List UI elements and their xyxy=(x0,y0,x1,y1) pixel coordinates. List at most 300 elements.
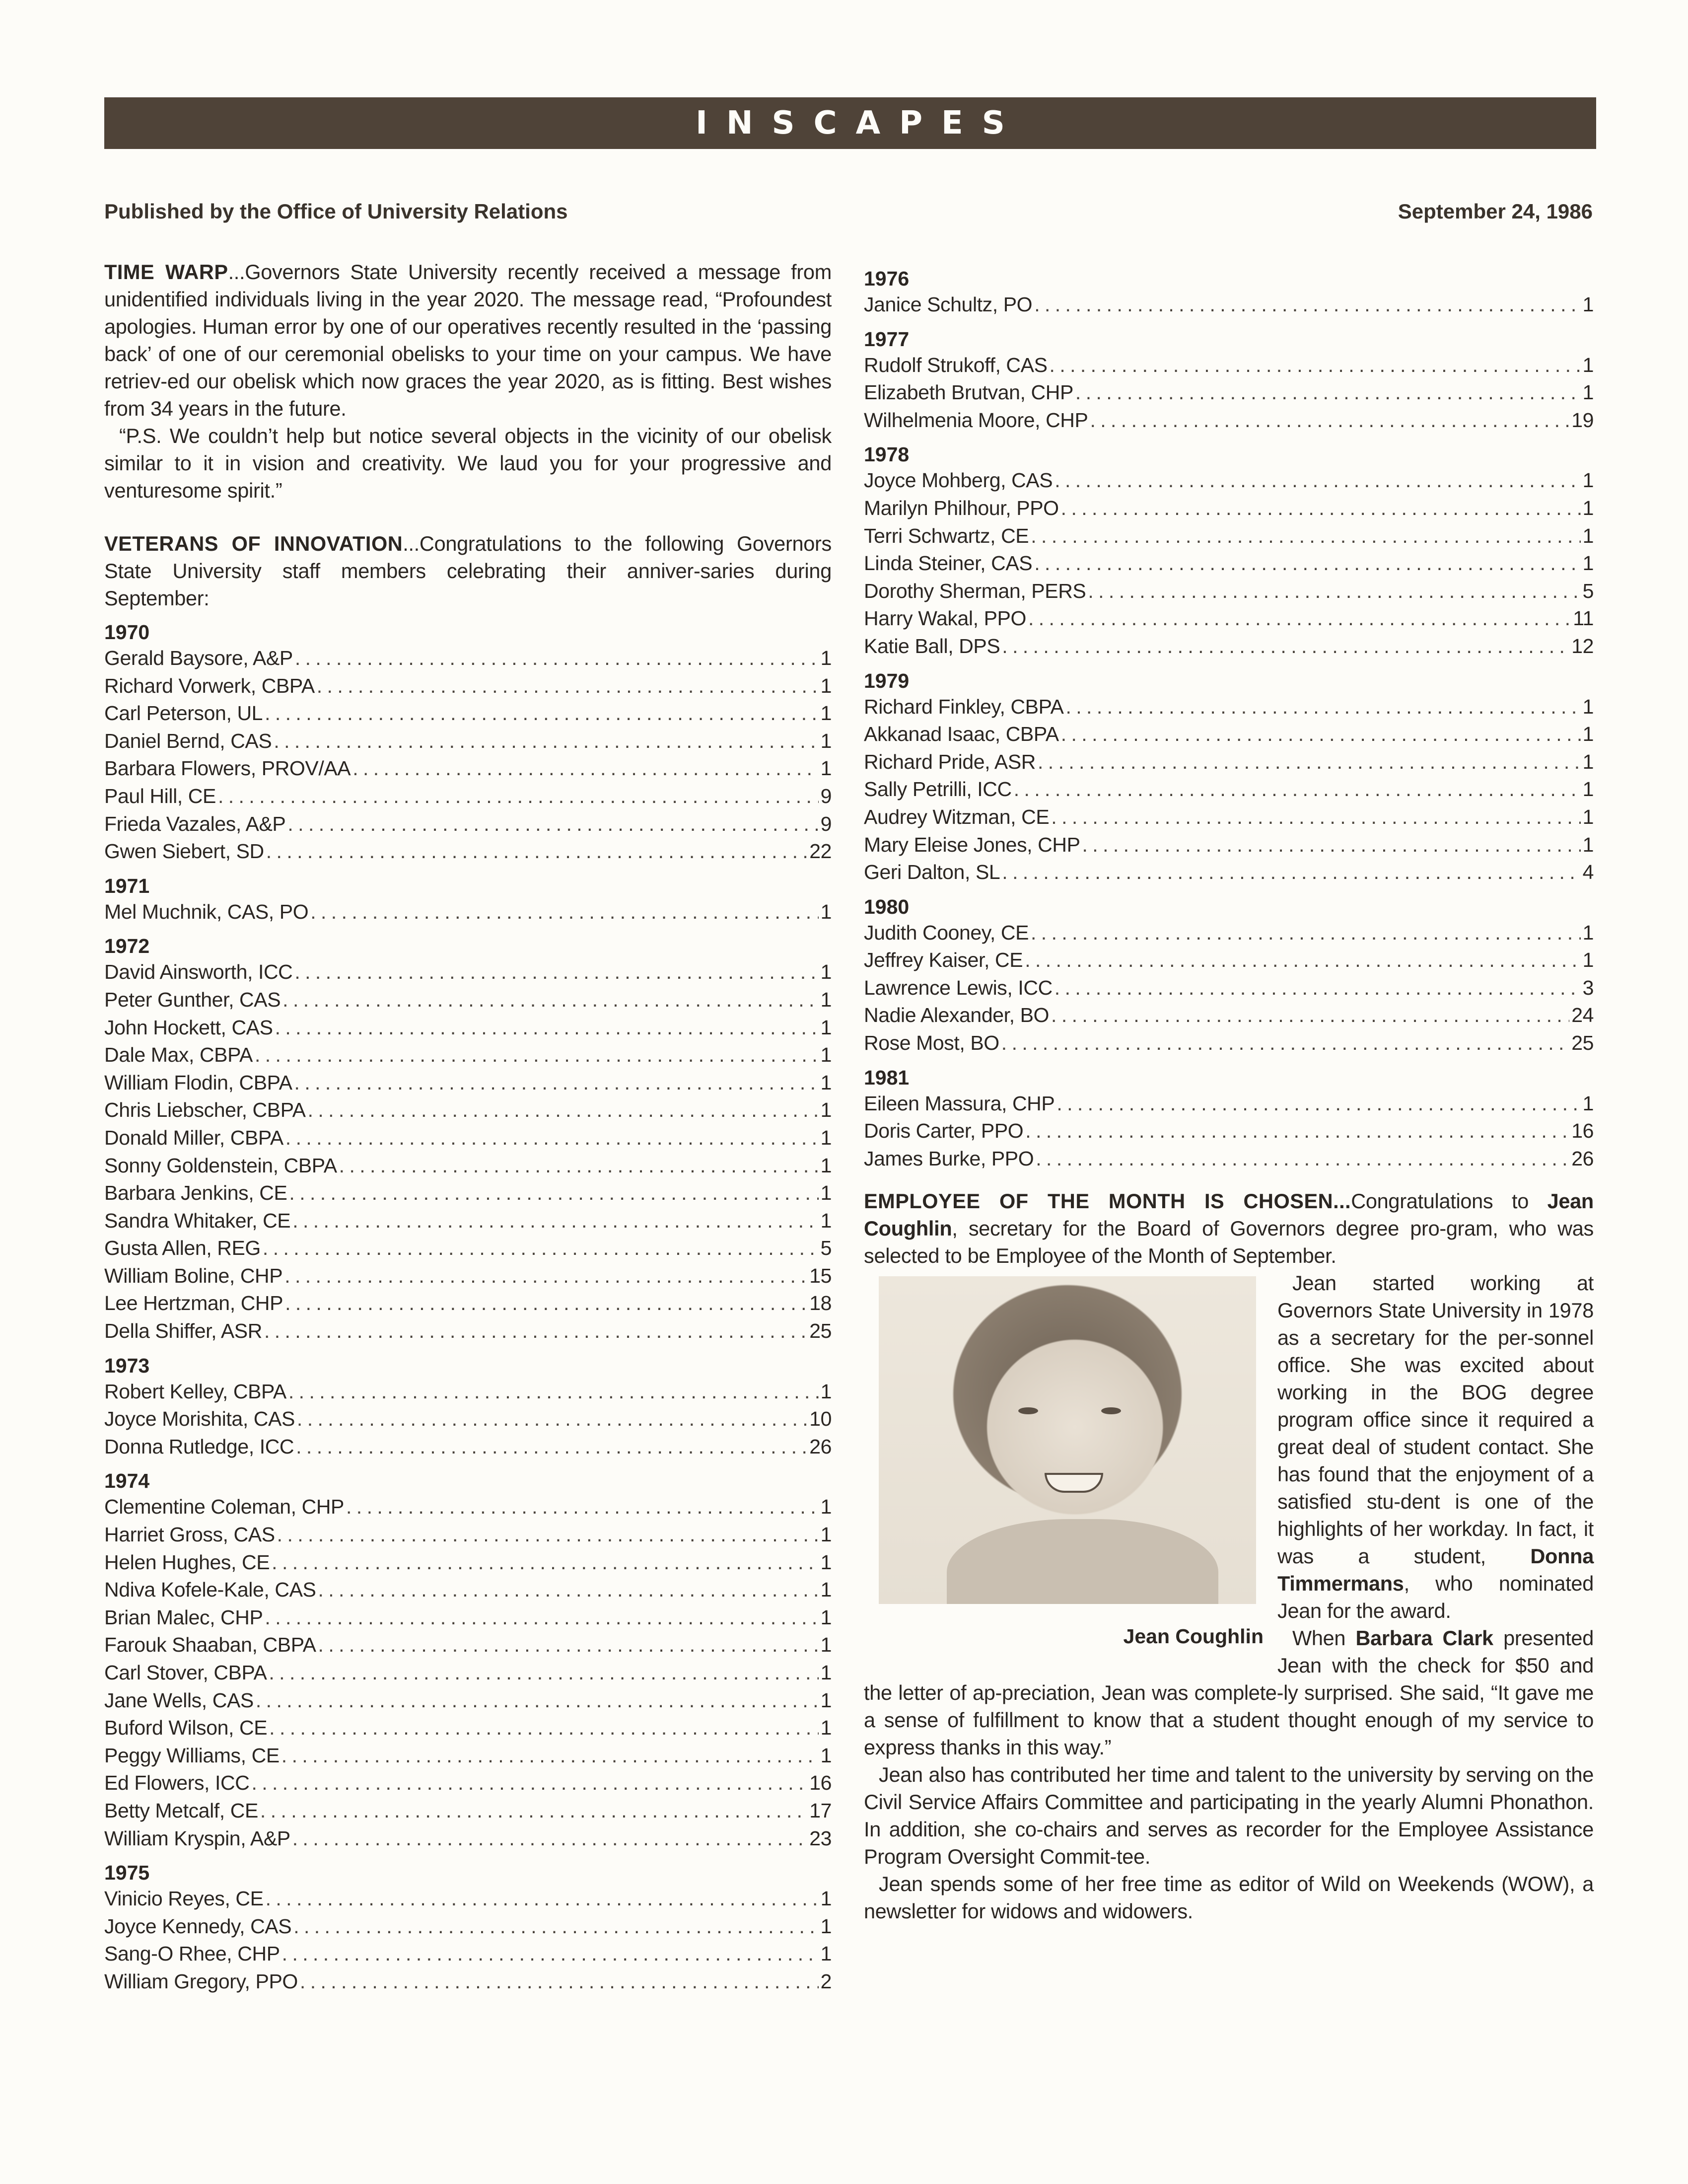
anniversary-day: 10 xyxy=(809,1407,832,1431)
anniversary-entry xyxy=(104,1742,832,1770)
anniversary-entry xyxy=(104,1433,832,1461)
anniversary-entry xyxy=(104,810,832,838)
anniversary-day: 1 xyxy=(820,1016,832,1039)
year-heading: 1981 xyxy=(864,1066,910,1089)
dot-leader xyxy=(275,1014,819,1042)
staff-name: Carl Peterson, UL xyxy=(104,702,263,725)
staff-name: Lawrence Lewis, ICC xyxy=(864,976,1053,999)
anniversary-day: 1 xyxy=(820,1209,832,1232)
staff-name: William Gregory, PPO xyxy=(104,1969,298,1993)
anniversary-entry xyxy=(104,1687,832,1715)
anniversary-day: 16 xyxy=(809,1771,832,1795)
anniversary-entry xyxy=(104,1769,832,1797)
dot-leader xyxy=(1002,859,1580,886)
publisher-line: Published by the Office of University Relations xyxy=(104,200,568,223)
dot-leader xyxy=(265,700,819,728)
dot-leader xyxy=(1065,693,1580,721)
honoree-photo xyxy=(879,1276,1256,1604)
staff-name: Marilyn Philhour, PPO xyxy=(864,496,1059,519)
masthead xyxy=(104,97,1596,149)
anniversary-entry xyxy=(864,1090,1594,1118)
dot-leader xyxy=(292,1207,818,1235)
anniversary-entry xyxy=(104,1940,832,1968)
anniversary-entry xyxy=(864,721,1594,748)
dot-leader xyxy=(318,1631,819,1659)
staff-name: Clementine Coleman, CHP xyxy=(104,1495,345,1519)
anniversary-day: 1 xyxy=(820,702,832,725)
anniversary-entry xyxy=(864,407,1594,435)
staff-name: Sandra Whitaker, CE xyxy=(104,1209,291,1232)
dot-leader xyxy=(1014,776,1581,803)
dot-leader xyxy=(300,1968,819,1996)
anniversary-entry xyxy=(864,633,1594,660)
staff-name: William Kryspin, A&P xyxy=(104,1826,290,1850)
anniversary-entry xyxy=(864,776,1594,803)
time-warp-paragraph-2: “P.S. We couldn’t help but notice several objects in the vicinity of our obelisk similar to it in vision and creativity. We laud you for your progressive and venturesome spirit.” xyxy=(104,424,832,502)
staff-name: Jeffrey Kaiser, CE xyxy=(864,948,1023,972)
anniversary-entry xyxy=(864,467,1594,495)
anniversary-day: 1 xyxy=(820,1154,832,1177)
year-heading: 1972 xyxy=(104,935,150,958)
anniversary-day: 1 xyxy=(820,1098,832,1122)
staff-name: Sonny Goldenstein, CBPA xyxy=(104,1154,337,1177)
staff-name: Richard Vorwerk, CBPA xyxy=(104,674,315,697)
anniversary-entry xyxy=(104,1014,832,1042)
staff-name: Judith Cooney, CE xyxy=(864,921,1029,944)
anniversary-day: 1 xyxy=(1582,552,1594,575)
dot-leader xyxy=(265,1604,818,1632)
anniversary-entry xyxy=(104,1378,832,1406)
dot-leader xyxy=(310,898,818,926)
anniversary-entry xyxy=(104,1968,832,1996)
anniversary-entry xyxy=(864,352,1594,379)
dot-leader xyxy=(1075,379,1581,407)
dot-leader xyxy=(218,783,819,810)
anniversary-day: 1 xyxy=(1582,921,1594,944)
anniversary-day: 22 xyxy=(809,840,832,863)
year-heading: 1975 xyxy=(104,1861,150,1885)
anniversary-entry xyxy=(104,1096,832,1124)
dot-leader xyxy=(269,1714,818,1742)
anniversary-entry xyxy=(104,700,832,728)
dot-leader xyxy=(287,810,818,838)
staff-name: Rose Most, BO xyxy=(864,1031,999,1055)
anniversary-day: 5 xyxy=(820,1237,832,1260)
staff-name: Eileen Massura, CHP xyxy=(864,1092,1055,1115)
anniversary-entry xyxy=(104,1207,832,1235)
anniversary-entry xyxy=(864,693,1594,721)
dot-leader xyxy=(289,1179,818,1207)
dot-leader xyxy=(1028,605,1571,633)
staff-name: Terri Schwartz, CE xyxy=(864,524,1029,547)
anniversary-day: 1 xyxy=(820,1633,832,1657)
anniversary-day: 1 xyxy=(820,900,832,923)
staff-name: Mel Muchnik, CAS, PO xyxy=(104,900,309,923)
anniversary-day: 1 xyxy=(1582,293,1594,316)
anniversary-entry xyxy=(104,1262,832,1290)
dot-leader xyxy=(1082,831,1581,859)
issue-date: September 24, 1986 xyxy=(1398,200,1593,223)
anniversary-entry xyxy=(864,522,1594,550)
veterans-heading: VETERANS OF INNOVATION xyxy=(104,532,403,555)
photo-caption: Jean Coughlin xyxy=(1123,1625,1264,1648)
anniversary-entry xyxy=(104,1714,832,1742)
anniversary-day: 19 xyxy=(1571,408,1594,432)
dot-leader xyxy=(1031,522,1580,550)
anniversary-entry xyxy=(864,946,1594,974)
dot-leader xyxy=(1025,1117,1569,1145)
time-warp-heading: TIME WARP xyxy=(104,260,228,284)
anniversary-entry xyxy=(864,578,1594,605)
dot-leader xyxy=(1051,803,1580,831)
staff-name: Rudolf Strukoff, CAS xyxy=(864,353,1048,376)
anniversary-day: 1 xyxy=(1582,833,1594,856)
staff-name: Audrey Witzman, CE xyxy=(864,805,1050,828)
anniversary-day: 1 xyxy=(820,988,832,1011)
dot-leader xyxy=(1025,946,1580,974)
staff-name: Joyce Kennedy, CAS xyxy=(104,1914,292,1938)
anniversary-entry xyxy=(104,1235,832,1262)
dot-leader xyxy=(1055,974,1581,1002)
anniversary-day: 1 xyxy=(1582,1092,1594,1115)
newsletter-title: INSCAPES xyxy=(696,105,1024,142)
staff-name: Linda Steiner, CAS xyxy=(864,552,1033,575)
dot-leader xyxy=(266,838,807,866)
year-heading: 1979 xyxy=(864,669,910,692)
dot-leader xyxy=(281,1742,819,1770)
dot-leader xyxy=(266,1885,819,1913)
dot-leader xyxy=(1034,291,1580,319)
eom-paragraph-4: Jean spends some of her free time as editor of Wild on Weekends (WOW), a newsletter for widows and widowers. xyxy=(864,1872,1594,1923)
dot-leader xyxy=(1034,550,1580,578)
staff-name: Helen Hughes, CE xyxy=(104,1550,270,1574)
dot-leader xyxy=(339,1152,819,1180)
dot-leader xyxy=(294,1069,819,1097)
nominator-name: Donna Timmermans xyxy=(1277,1544,1594,1596)
staff-name: John Hockett, CAS xyxy=(104,1016,273,1039)
staff-name: Doris Carter, PPO xyxy=(864,1119,1024,1143)
honoree-name: Jean Coughlin xyxy=(864,1189,1594,1240)
dot-leader xyxy=(346,1493,819,1521)
anniversary-day: 15 xyxy=(809,1264,832,1287)
anniversary-entry xyxy=(864,1117,1594,1145)
anniversary-entry xyxy=(104,1825,832,1853)
anniversary-day: 5 xyxy=(1582,579,1594,602)
year-heading: 1980 xyxy=(864,895,910,918)
staff-name: Barbara Jenkins, CE xyxy=(104,1181,287,1205)
staff-name: Donna Rutledge, ICC xyxy=(104,1435,294,1458)
anniversary-entry xyxy=(864,748,1594,776)
anniversary-entry xyxy=(864,550,1594,578)
dot-leader xyxy=(269,1659,818,1687)
anniversary-entry xyxy=(104,1124,832,1152)
staff-name: Geri Dalton, SL xyxy=(864,861,1000,884)
anniversary-day: 1 xyxy=(820,674,832,697)
staff-name: Peggy Williams, CE xyxy=(104,1744,280,1767)
dot-leader xyxy=(284,1262,807,1290)
staff-name: Ndiva Kofele-Kale, CAS xyxy=(104,1578,316,1602)
staff-name: Gwen Siebert, SD xyxy=(104,840,264,863)
dot-leader xyxy=(1038,748,1581,776)
anniversary-day: 1 xyxy=(1582,496,1594,519)
anniversary-day: 1 xyxy=(820,1661,832,1684)
anniversary-day: 1 xyxy=(820,1942,832,1966)
anniversary-entry xyxy=(104,1797,832,1825)
anniversary-day: 1 xyxy=(820,729,832,752)
anniversary-entry xyxy=(104,1069,832,1097)
anniversary-entry xyxy=(104,1521,832,1549)
anniversary-entry xyxy=(104,1317,832,1345)
veterans-intro: VETERANS OF INNOVATION...Congratulations to the following Governors State University staff members celebrating their anniver-saries during September: xyxy=(104,532,832,610)
dot-leader xyxy=(285,1290,807,1317)
staff-name: Mary Eleise Jones, CHP xyxy=(864,833,1080,856)
anniversary-day: 26 xyxy=(1571,1147,1594,1170)
anniversary-entry xyxy=(104,958,832,986)
anniversary-day: 1 xyxy=(820,1744,832,1767)
anniversary-entry xyxy=(104,1152,832,1180)
dot-leader xyxy=(352,755,818,783)
staff-name: Barbara Flowers, PROV/AA xyxy=(104,757,351,780)
staff-name: Ed Flowers, ICC xyxy=(104,1771,250,1795)
presenter-name: Barbara Clark xyxy=(1355,1626,1493,1650)
dot-leader xyxy=(308,1096,819,1124)
anniversary-day: 26 xyxy=(809,1435,832,1458)
dot-leader xyxy=(292,1825,807,1853)
anniversary-entry xyxy=(864,859,1594,886)
anniversary-day: 1 xyxy=(1582,778,1594,801)
staff-name: Jane Wells, CAS xyxy=(104,1688,254,1712)
dot-leader xyxy=(1001,1029,1569,1057)
anniversary-day: 1 xyxy=(1582,353,1594,376)
anniversary-day: 1 xyxy=(820,1688,832,1712)
dot-leader xyxy=(1031,919,1581,947)
eom-heading: EMPLOYEE OF THE MONTH IS CHOSEN... xyxy=(864,1189,1351,1213)
dot-leader xyxy=(260,1797,807,1825)
anniversary-entry xyxy=(864,831,1594,859)
staff-name: Betty Metcalf, CE xyxy=(104,1799,258,1822)
eom-intro: EMPLOYEE OF THE MONTH IS CHOSEN...Congratulations to Jean Coughlin, secretary for the Board of Governors degree pro-gram, who was selected to be Employee of the Month of September. xyxy=(864,1189,1594,1268)
dot-leader xyxy=(1055,467,1580,495)
anniversary-day: 1 xyxy=(820,1550,832,1574)
staff-name: Harriet Gross, CAS xyxy=(104,1523,275,1546)
year-heading: 1974 xyxy=(104,1469,150,1493)
anniversary-day: 1 xyxy=(1582,469,1594,492)
dot-leader xyxy=(288,1378,819,1406)
anniversary-day: 4 xyxy=(1582,861,1594,884)
dot-leader xyxy=(282,1940,819,1968)
anniversary-entry xyxy=(104,1405,832,1433)
anniversary-day: 1 xyxy=(820,1523,832,1546)
dot-leader xyxy=(277,1521,819,1549)
dot-leader xyxy=(263,1235,819,1262)
anniversary-day: 1 xyxy=(820,1716,832,1740)
left-column xyxy=(104,258,832,1996)
dot-leader xyxy=(1051,1002,1569,1029)
dot-leader xyxy=(295,645,819,672)
anniversary-day: 9 xyxy=(820,812,832,835)
dot-leader xyxy=(285,1124,819,1152)
dot-leader xyxy=(296,1433,807,1461)
anniversary-day: 25 xyxy=(809,1319,832,1343)
staff-name: David Ainsworth, ICC xyxy=(104,960,293,984)
anniversary-day: 17 xyxy=(809,1799,832,1822)
dot-leader xyxy=(297,1405,807,1433)
staff-name: Robert Kelley, CBPA xyxy=(104,1380,286,1403)
staff-name: Nadie Alexander, BO xyxy=(864,1004,1050,1027)
anniversary-day: 1 xyxy=(820,1126,832,1149)
dot-leader xyxy=(251,1769,807,1797)
staff-name: Frieda Vazales, A&P xyxy=(104,812,286,835)
honoree-photo-block xyxy=(864,1276,1264,1650)
dot-leader xyxy=(1002,633,1569,660)
time-warp-article xyxy=(104,258,832,504)
anniversary-day: 18 xyxy=(809,1292,832,1315)
anniversary-day: 1 xyxy=(820,1605,832,1629)
staff-name: Paul Hill, CE xyxy=(104,784,216,807)
dot-leader xyxy=(272,1549,818,1577)
staff-name: Richard Pride, ASR xyxy=(864,750,1036,773)
year-heading: 1976 xyxy=(864,267,910,290)
anniversary-day: 1 xyxy=(1582,723,1594,746)
staff-name: Vinicio Reyes, CE xyxy=(104,1887,264,1910)
staff-name: Lee Hertzman, CHP xyxy=(104,1292,283,1315)
anniversary-entry xyxy=(104,1885,832,1913)
staff-name: Carl Stover, CBPA xyxy=(104,1661,267,1684)
dot-leader xyxy=(317,672,819,700)
dot-leader xyxy=(1088,578,1580,605)
anniversary-entry xyxy=(104,1576,832,1604)
staff-name: Katie Ball, DPS xyxy=(864,634,1000,657)
anniversary-entry xyxy=(104,838,832,866)
anniversary-entry xyxy=(104,1290,832,1317)
anniversary-entry xyxy=(864,803,1594,831)
anniversary-entry xyxy=(104,1604,832,1632)
anniversary-list-left xyxy=(104,620,832,1996)
anniversary-entry xyxy=(104,1041,832,1069)
staff-name: Farouk Shaaban, CBPA xyxy=(104,1633,316,1657)
anniversary-day: 2 xyxy=(820,1969,832,1993)
staff-name: Gusta Allen, REG xyxy=(104,1237,261,1260)
anniversary-day: 3 xyxy=(1582,976,1594,999)
dot-leader xyxy=(1036,1145,1569,1173)
dot-leader xyxy=(1050,352,1581,379)
eom-paragraph-2: When Barbara Clark presented Jean with the check for $50 and the letter of ap-preciation, Jean was complete-ly surprised. She said, “It gave me a sense of fulfillment to know that a student thought enough of my service to express thanks in this way.” xyxy=(864,1626,1594,1759)
anniversary-entry xyxy=(104,783,832,810)
dot-leader xyxy=(282,986,818,1014)
anniversary-entry xyxy=(864,919,1594,947)
year-heading: 1977 xyxy=(864,327,910,351)
anniversary-day: 1 xyxy=(820,960,832,984)
anniversary-day: 1 xyxy=(820,1914,832,1938)
anniversary-entry xyxy=(104,898,832,926)
anniversary-day: 1 xyxy=(820,1181,832,1205)
anniversary-entry xyxy=(104,755,832,783)
staff-name: Buford Wilson, CE xyxy=(104,1716,268,1740)
anniversary-entry xyxy=(104,986,832,1014)
right-column xyxy=(864,258,1594,1925)
anniversary-day: 1 xyxy=(820,757,832,780)
anniversary-day: 1 xyxy=(820,1071,832,1094)
staff-name: Gerald Baysore, A&P xyxy=(104,647,293,669)
year-heading: 1970 xyxy=(104,621,150,644)
anniversary-entry xyxy=(864,291,1594,319)
staff-name: Sally Petrilli, ICC xyxy=(864,778,1012,801)
staff-name: Daniel Bernd, CAS xyxy=(104,729,272,752)
anniversary-entry xyxy=(864,605,1594,633)
anniversary-list-right xyxy=(864,266,1594,1172)
anniversary-entry xyxy=(864,974,1594,1002)
anniversary-entry xyxy=(104,1913,832,1941)
staff-name: Joyce Mohberg, CAS xyxy=(864,469,1053,492)
dot-leader xyxy=(1056,1090,1580,1118)
staff-name: Peter Gunther, CAS xyxy=(104,988,281,1011)
dot-leader xyxy=(1061,721,1581,748)
anniversary-entry xyxy=(864,1029,1594,1057)
anniversary-day: 1 xyxy=(820,1380,832,1403)
eom-paragraph-1: Jean started working at Governors State University in 1978 as a secretary for the per-sonnel office. She was excited about working in the BOG degree program office since it required a great deal of student contact. She has found that the enjoyment of a satisfied stu-dent is one of the highlights of her workday. In fact, it was a student, Donna Timmermans, who nominated Jean for the award. xyxy=(1277,1271,1594,1623)
staff-name: Sang-O Rhee, CHP xyxy=(104,1942,280,1966)
dot-leader xyxy=(255,1041,819,1069)
time-warp-paragraph-1: TIME WARP...Governors State University recently received a message from unidentified individuals living in the year 2020. The message read, “Profoundest apologies. Human error by one of our operatives recently resulted in the ‘passing back’ of one of our ceremonial obelisks to your time on your campus. We have retriev-ed our obelisk which now graces the year 2020, as is fitting. Best wishes from 34 years in the future. xyxy=(104,260,832,420)
staff-name: James Burke, PPO xyxy=(864,1147,1034,1170)
anniversary-day: 1 xyxy=(820,1043,832,1067)
staff-name: William Flodin, CBPA xyxy=(104,1071,292,1094)
year-heading: 1978 xyxy=(864,443,910,466)
anniversary-day: 9 xyxy=(820,784,832,807)
anniversary-day: 1 xyxy=(820,1887,832,1910)
anniversary-entry xyxy=(864,379,1594,407)
anniversary-day: 24 xyxy=(1571,1004,1594,1027)
year-heading: 1973 xyxy=(104,1354,150,1377)
anniversary-entry xyxy=(104,1179,832,1207)
anniversary-day: 25 xyxy=(1571,1031,1594,1055)
anniversary-day: 1 xyxy=(1582,695,1594,718)
staff-name: Della Shiffer, ASR xyxy=(104,1319,262,1343)
staff-name: Dorothy Sherman, PERS xyxy=(864,579,1086,602)
anniversary-entry xyxy=(104,1659,832,1687)
dot-leader xyxy=(256,1687,819,1715)
anniversary-day: 1 xyxy=(820,1495,832,1519)
anniversary-entry xyxy=(864,495,1594,522)
anniversary-day: 16 xyxy=(1571,1119,1594,1143)
staff-name: Dale Max, CBPA xyxy=(104,1043,253,1067)
anniversary-day: 1 xyxy=(820,1578,832,1602)
anniversary-day: 1 xyxy=(1582,524,1594,547)
veterans-article xyxy=(104,530,832,1996)
dot-leader xyxy=(294,958,818,986)
anniversary-entry xyxy=(104,1631,832,1659)
anniversary-entry xyxy=(864,1002,1594,1029)
staff-name: Janice Schultz, PO xyxy=(864,293,1033,316)
dot-leader xyxy=(318,1576,818,1604)
staff-name: Joyce Morishita, CAS xyxy=(104,1407,295,1431)
staff-name: Donald Miller, CBPA xyxy=(104,1126,283,1149)
staff-name: Brian Malec, CHP xyxy=(104,1605,263,1629)
dot-leader xyxy=(1061,495,1581,522)
anniversary-entry xyxy=(104,728,832,755)
anniversary-day: 1 xyxy=(1582,948,1594,972)
anniversary-day: 23 xyxy=(809,1826,832,1850)
anniversary-day: 12 xyxy=(1571,634,1594,657)
anniversary-entry xyxy=(104,1493,832,1521)
staff-name: Elizabeth Brutvan, CHP xyxy=(864,381,1073,404)
anniversary-day: 1 xyxy=(820,647,832,669)
staff-name: Akkanad Isaac, CBPA xyxy=(864,723,1059,746)
dot-leader xyxy=(274,728,818,755)
anniversary-entry xyxy=(104,645,832,672)
staff-name: Chris Liebscher, CBPA xyxy=(104,1098,306,1122)
year-heading: 1971 xyxy=(104,874,150,897)
